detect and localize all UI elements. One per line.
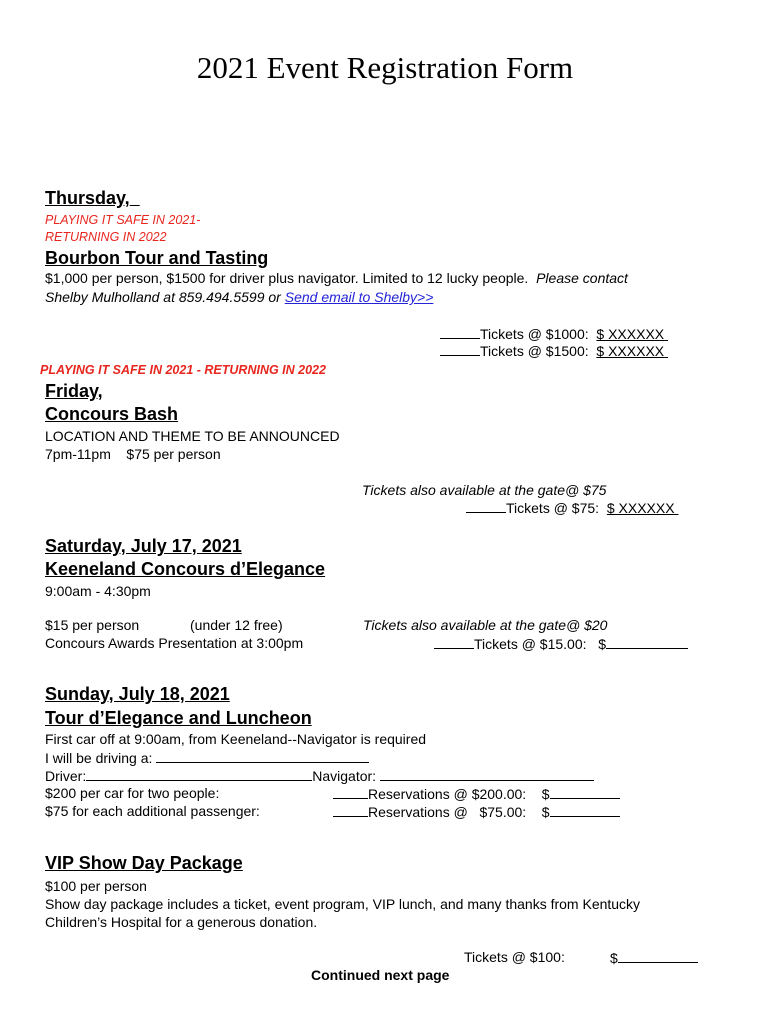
driving-row: I will be driving a:: [45, 749, 369, 766]
reservation-amount-blank[interactable]: [550, 785, 620, 799]
bourbon-desc-line2: Shelby Mulholland at 859.494.5599 or Send email to Shelby>>: [45, 289, 434, 305]
ticket-qty-blank[interactable]: [434, 635, 474, 649]
reservation-qty-blank[interactable]: [333, 803, 368, 817]
vehicle-blank[interactable]: [156, 749, 369, 763]
sunday-price1: $200 per car for two people:: [45, 785, 220, 801]
thursday-notice-line1: PLAYING IT SAFE IN 2021-: [45, 213, 201, 227]
saturday-time: 9:00am - 4:30pm: [45, 583, 151, 599]
ticket-qty-blank[interactable]: [466, 499, 506, 513]
sunday-heading: Sunday, July 18, 2021: [45, 684, 230, 704]
friday-notice: PLAYING IT SAFE IN 2021 - RETURNING IN 2022: [40, 363, 326, 377]
reservation-row-1: Reservations @ $200.00: $: [333, 785, 620, 802]
friday-ticket-row: Tickets @ $75: $ XXXXXX: [466, 499, 678, 516]
driver-blank[interactable]: [86, 767, 312, 781]
reservation-qty-blank[interactable]: [333, 785, 368, 799]
vip-ticket-amount: $: [610, 949, 698, 966]
bourbon-ticket-row-2: Tickets @ $1500: $ XXXXXX: [440, 342, 668, 359]
saturday-awards: Concours Awards Presentation at 3:00pm: [45, 635, 304, 651]
friday-gate-note: Tickets also available at the gate@ $75: [362, 482, 607, 498]
bourbon-desc-line1: $1,000 per person, $1500 for driver plus navigator. Limited to 12 lucky people. Please contact: [45, 270, 628, 286]
bourbon-ticket-row-1: Tickets @ $1000: $ XXXXXX: [440, 325, 668, 342]
ticket-amount-blank[interactable]: [606, 635, 688, 649]
thursday-notice-line2: RETURNING IN 2022: [45, 230, 167, 244]
ticket-qty-blank[interactable]: [440, 325, 480, 339]
reservation-row-2: Reservations @ $75.00: $: [333, 803, 620, 820]
reservation-amount-blank[interactable]: [550, 803, 620, 817]
tour-delegance-heading: Tour d’Elegance and Luncheon: [45, 708, 312, 728]
driver-navigator-row: Driver: Navigator:: [45, 767, 594, 784]
vip-desc-line1: Show day package includes a ticket, event program, VIP lunch, and many thanks from Kentucky: [45, 896, 641, 912]
saturday-ticket-row: Tickets @ $15.00: $: [434, 635, 688, 652]
send-email-link[interactable]: Send email to Shelby>>: [284, 289, 434, 305]
saturday-heading: Saturday, July 17, 2021: [45, 536, 242, 556]
navigator-blank[interactable]: [380, 767, 594, 781]
keeneland-concours-heading: Keeneland Concours d’Elegance: [45, 559, 326, 579]
saturday-under12: (under 12 free): [190, 617, 283, 633]
sunday-price2: $75 for each additional passenger:: [45, 803, 260, 819]
vip-amount-blank[interactable]: [618, 949, 698, 963]
concours-bash-heading: Concours Bash: [45, 404, 179, 424]
vip-price: $100 per person: [45, 878, 147, 894]
friday-heading: Friday,: [45, 381, 103, 401]
vip-desc-line2: Children’s Hospital for a generous donation.: [45, 914, 318, 930]
sunday-line1: First car off at 9:00am, from Keeneland--Navigator is required: [45, 731, 427, 747]
page-title: 2021 Event Registration Form: [196, 50, 574, 85]
thursday-heading: Thursday,: [45, 188, 130, 208]
vip-heading: VIP Show Day Package: [45, 853, 243, 873]
bourbon-tour-heading: Bourbon Tour and Tasting: [45, 248, 269, 268]
friday-line1: LOCATION AND THEME TO BE ANNOUNCED: [45, 428, 340, 444]
vip-ticket-label: Tickets @ $100:: [464, 949, 565, 965]
saturday-gate-note: Tickets also available at the gate@ $20: [363, 617, 608, 633]
ticket-qty-blank[interactable]: [440, 342, 480, 356]
continued-note: Continued next page: [311, 967, 450, 983]
friday-line2: 7pm-11pm $75 per person: [45, 446, 221, 462]
saturday-price: $15 per person: [45, 617, 140, 633]
